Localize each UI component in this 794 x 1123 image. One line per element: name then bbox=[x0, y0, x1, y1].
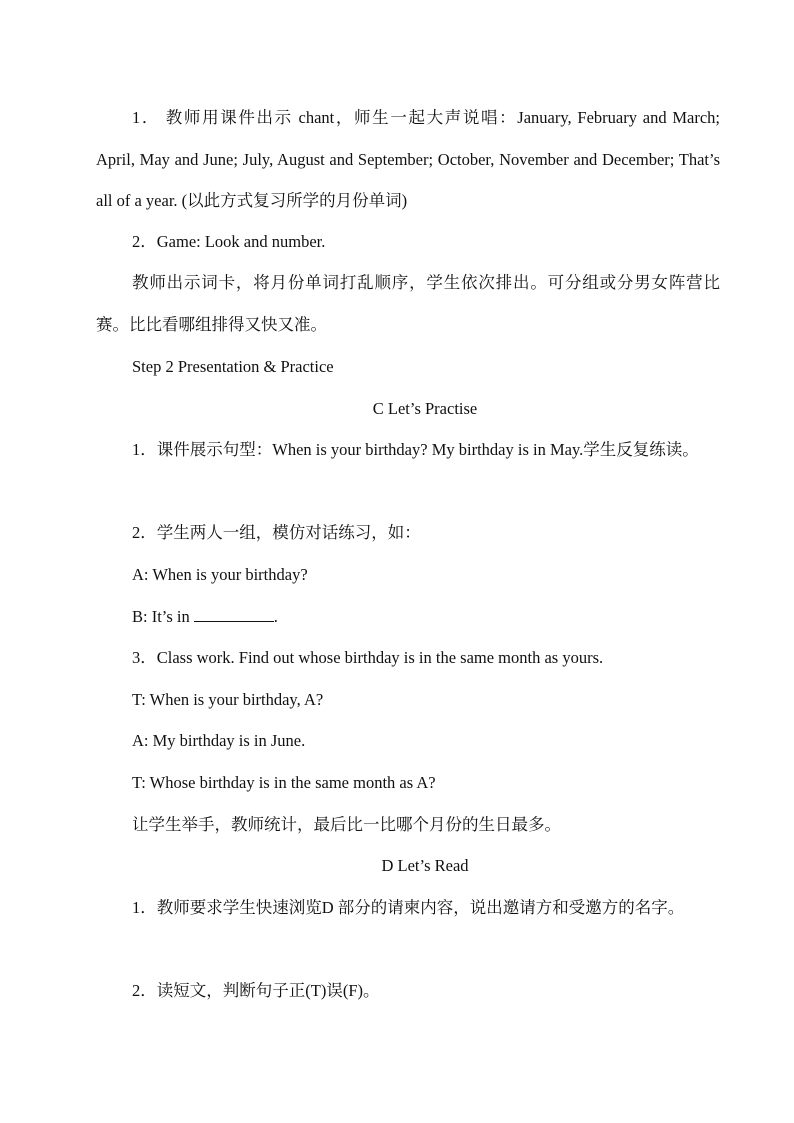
answer-blank bbox=[194, 607, 274, 622]
paragraph-true-false: 2．读短文，判断句子正(T)误(F)。 bbox=[132, 981, 380, 1000]
paragraph-chant: 1． 教师用课件出示 chant，师生一起大声说唱：January, February and March; April, May and June; July, August and September; October, November and December; That’s all of a year. (以此方式复习所学的月份单词) bbox=[96, 108, 720, 210]
step-heading: Step 2 Presentation & Practice bbox=[132, 357, 334, 376]
dialogue-line-a1: A: When is your birthday? bbox=[132, 565, 308, 584]
paragraph-game: 2．Game: Look and number. bbox=[132, 232, 326, 251]
dialogue-line-b1-period: . bbox=[273, 607, 278, 626]
section-heading-c: C Let’s Practise bbox=[372, 399, 478, 418]
dialogue-line-t1: T: When is your birthday, A? bbox=[132, 690, 324, 709]
paragraph-class-work: 3．Class work. Find out whose birthday is in the same month as yours. bbox=[132, 648, 604, 667]
paragraph-word-cards: 教师出示词卡，将月份单词打乱顺序，学生依次排出。可分组或分男女阵营比赛。比比看哪组排得又快又准。 bbox=[96, 273, 720, 334]
paragraph-pair-work: 2．学生两人一组，模仿对话练习，如： bbox=[132, 523, 421, 542]
section-heading-d: D Let’s Read bbox=[381, 856, 469, 875]
paragraph-invitation: 1．教师要求学生快速浏览D 部分的请柬内容，说出邀请方和受邀方的名字。 bbox=[132, 898, 685, 917]
dialogue-line-b1-text: B: It’s in bbox=[132, 607, 190, 626]
dialogue-line-t2: T: Whose birthday is in the same month as A? bbox=[132, 773, 436, 792]
dialogue-line-b1 bbox=[132, 596, 720, 638]
dialogue-line-a2: A: My birthday is in June. bbox=[132, 731, 306, 750]
paragraph-sentence-pattern: 1．课件展示句型：When is your birthday? My birthday is in May.学生反复练读。 bbox=[132, 440, 699, 459]
paragraph-hands-up: 让学生举手，教师统计，最后比一比哪个月份的生日最多。 bbox=[132, 815, 561, 834]
